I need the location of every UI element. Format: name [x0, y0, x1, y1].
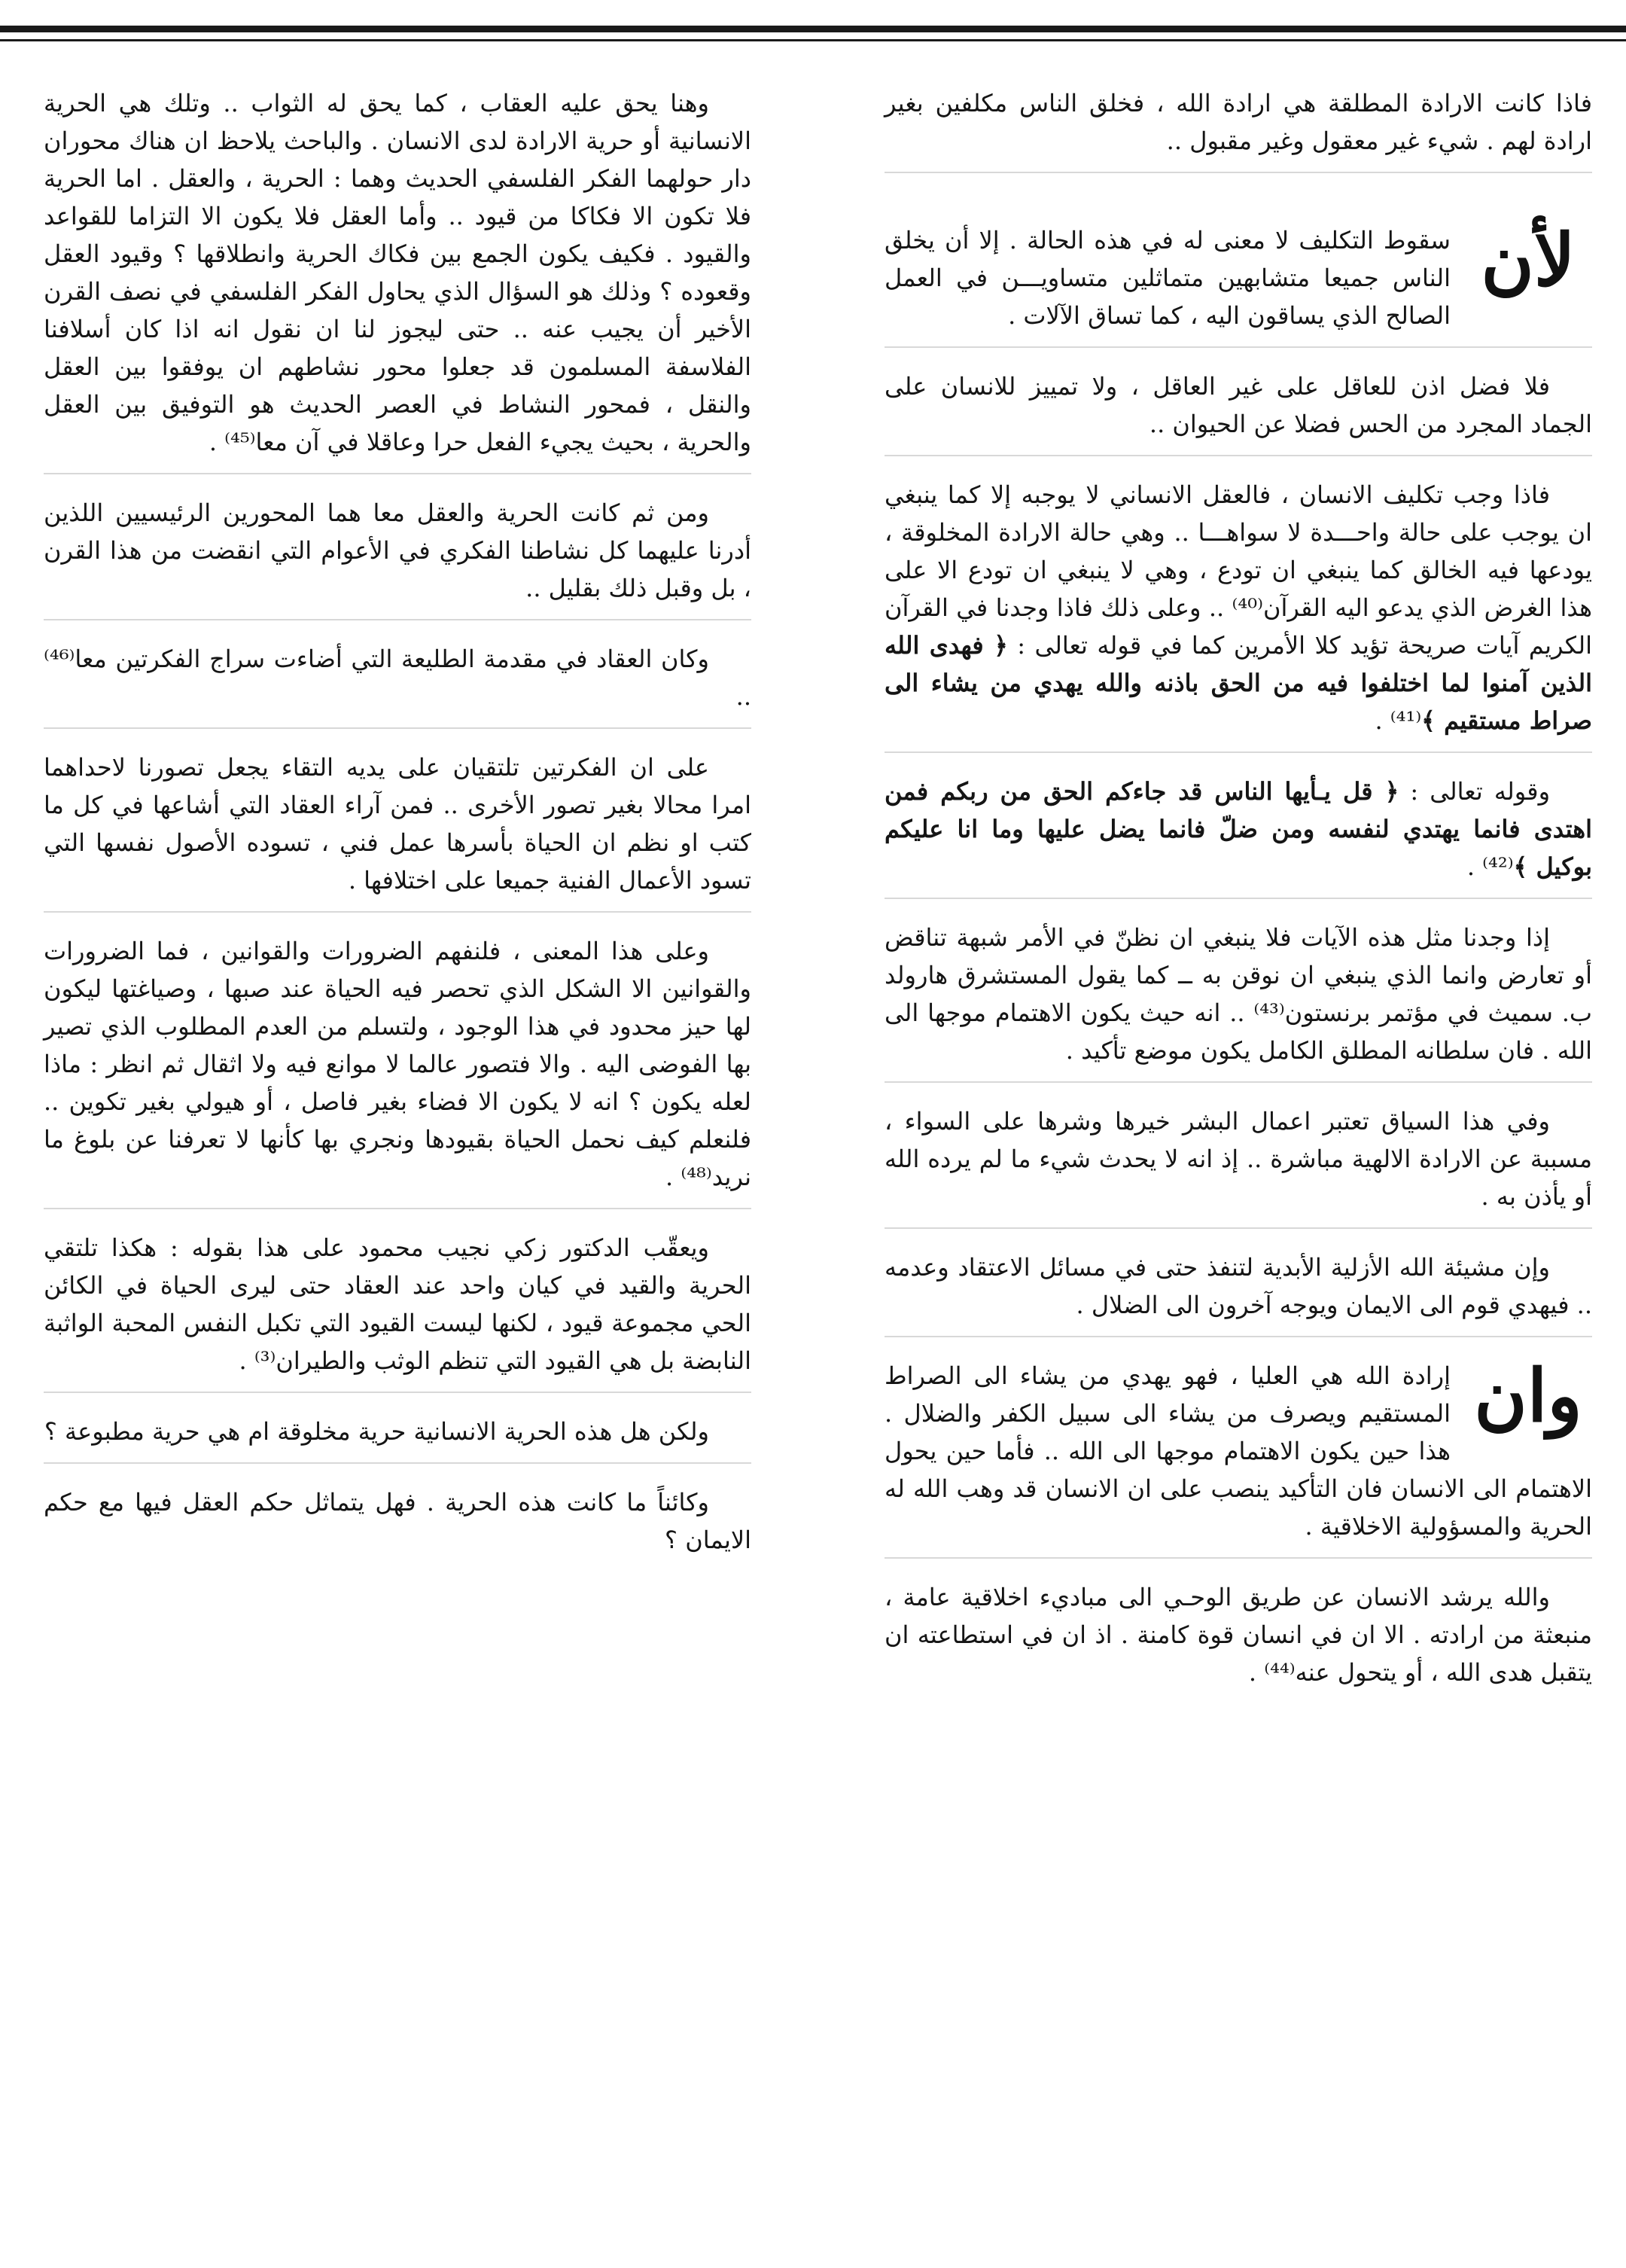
paragraph-text: إرادة الله هي العليا ، فهو يهدي من يشاء الى الصراط المستقيم ويصرف من يشاء الى سبيل الكفر والضلال . هذا حين يكون الاهتمام موجها الى الله .. فأما حين يحول الاهتمام الى الانسان فان التأكيد ينصب على ان الانسان قد وهب الله له الحرية والمسؤولية الاخلاقية . [885, 1361, 1592, 1541]
paragraph [44, 932, 751, 1209]
paragraph [44, 84, 751, 474]
drop-cap-word: لأن [1481, 218, 1576, 303]
drop-cap-word: وان [1474, 1353, 1582, 1438]
paragraph-text: والله يرشد الانسان عن طريق الوحـي الى مباديء اخلاقية عامة ، منبعثة من ارادته . الا ان في انسان قوة كامنة . اذ ان في استطاعته ان يتقبل هدى الله ، أو يتحول عنه⁽⁴⁴⁾ . [885, 1583, 1593, 1687]
paragraph-text: وعلى هذا المعنى ، فلنفهم الضرورات والقوانين ، فما الضرورات والقوانين الا الشكل الذي تحصر فيه الحياة عند صبها ، وصياغتها ليكون لها حيز محدود في هذا الوجود ، ولتسلم من العدم المطلوب الذي تصير بها الفوضى اليه . والا فتصور عالما لا موانع فيه ولا اثقال ثم انظر : ماذا لعله يكون ؟ انه لا يكون الا فضاء بغير فاصل ، أو هيولي بغير تكوين .. فلنعلم كيف نحمل الحياة بقيودها ونجري بها كأنها لا تعرفنا عن بلوغ ما نريد⁽⁴⁸⁾ . [44, 937, 752, 1191]
top-rule-thick [0, 26, 1626, 32]
paragraph-text: وكان العقاد في مقدمة الطليعة التي أضاءت سراج الفكرتين معا⁽⁴⁶⁾ .. [44, 645, 751, 711]
paragraph [44, 1229, 751, 1393]
paragraph [885, 1578, 1592, 1703]
paragraph [885, 1248, 1592, 1337]
paragraph-text: ويعقّب الدكتور زكي نجيب محمود على هذا بقوله : هكذا تلتقي الحرية والقيد في كيان واحد عند العقاد حتى ليرى الحياة في الكائن الحي مجموعة قيود ، لكنها ليست القيود التي تكبل النفس المحبة الواثبة النابضة بل هي القيود التي تنظم الوثب والطيران⁽³⁾ . [44, 1233, 751, 1375]
paragraph-text: ومن ثم كانت الحرية والعقل معا هما المحورين الرئيسيين اللذين أدرنا عليهما كل نشاطنا الفكري في الأعوام التي انقضت من هذا القرن ، بل وقبل ذلك بقليل .. [44, 498, 752, 602]
paragraph-text: فلا فضل اذن للعاقل على غير العاقل ، ولا تمييز للانسان على الجماد المجرد من الحس فضلا عن الحيوان .. [885, 372, 1592, 438]
footnote-ref: ⁽⁴¹⁾ . [1375, 706, 1422, 735]
paragraph [44, 640, 751, 729]
paragraph-text: وقوله تعالى : [1410, 777, 1551, 806]
paragraph-text: وهنا يحق عليه العقاب ، كما يحق له الثواب .. وتلك هي الحرية الانسانية أو حرية الارادة لدى الانسان . والباحث يلاحظ ان هناك محوران دار حولهما الفكر الفلسفي الحديث وهما : الحرية ، والعقل . اما الحرية فلا تكون الا فكاكا من قيود .. وأما العقل فلا يكون الا التزاما للقواعد والقيود . فكيف يكون الجمع بين فكاك الحرية وانطلاقها ؟ وقيود العقل وقعوده ؟ وذلك هو السؤال الذي يحاول الفكر الفلسفي في نصف القرن الأخير أن يجيب عنه .. حتى ليجوز لنا ان نقول انه اذا كان أسلافنا الفلاسفة المسلمون قد جعلوا محور نشاطهم ان يوفقوا بين العقل والنقل ، فمحور النشاط في العصر الحديث هو التوفيق بين العقل والحرية ، بحيث يجيء الفعل حرا وعاقلا في آن معا⁽⁴⁵⁾ . [44, 89, 752, 456]
paragraph-text: وفي هذا السياق تعتبر اعمال البشر خيرها وشرها على السواء ، مسببة عن الارادة الالهية مباشرة .. إذ انه لا يحدث شيء ما لم يرده الله أو يأذن به . [885, 1107, 1592, 1211]
paragraph [885, 1102, 1592, 1229]
paragraph [885, 367, 1592, 456]
quran-verse: ﴿ قل يـأيها الناس قد جاءكم الحق من ربكم فمن اهتدى فانما يهتدي لنفسه ومن ضلّ فانما يضل عليها وما انا عليكم بوكيل ﴾ [885, 777, 1592, 881]
right-column [885, 84, 1592, 1723]
footnote-ref: ⁽⁴²⁾ . [1466, 852, 1514, 881]
paragraph [44, 748, 751, 913]
paragraph [44, 1483, 751, 1571]
paragraph-text: فاذا وجب تكليف الانسان ، فالعقل الانساني لا يوجبه إلا كما ينبغي ان يوجب على حالة واحـــدة لا سواهـــا .. وهي حالة الارادة المخلوقة ، يودعها فيه الخالق كما ينبغي ان تودع ، وهي لا ينبغي ان تودع الا على هذا الغرض الذي يدعو اليه القرآن⁽⁴⁰⁾ .. وعلى ذلك فاذا وجدنا في القرآن الكريم آيات صريحة تؤيد كلا الأمرين كما في قوله تعالى : [885, 480, 1593, 660]
paragraph [44, 494, 751, 620]
paragraph [885, 218, 1592, 348]
paragraph [44, 1413, 751, 1464]
paragraph-text: ولكن هل هذه الحرية الانسانية حرية مخلوقة ام هي حرية مطبوعة ؟ [44, 1417, 709, 1446]
paragraph [885, 773, 1592, 899]
paragraph-text: على ان الفكرتين تلتقيان على يديه التقاء يجعل تصورنا لاحداهما امرا محالا بغير تصور الأخرى .. فمن آراء العقاد التي أشاعها في كل ما كتب او نظم ان الحياة بأسرها عمل فني ، تسوده الأصول نفسها التي تسود الأعمال الفنية جميعا على اختلافها . [44, 753, 751, 895]
paragraph-text: فاذا كانت الارادة المطلقة هي ارادة الله ، فخلق الناس مكلفين بغير ارادة لهم . شيء غير معقول وغير مقبول .. [885, 89, 1593, 155]
paragraph [885, 476, 1592, 753]
paragraph [885, 919, 1592, 1083]
paragraph [885, 1353, 1592, 1559]
paragraph-text: سقوط التكليف لا معنى له في هذه الحالة . إلا أن يخلق الناس جميعا متشابهين متماثلين متساويـــن في العمل الصالح الذي يساقون اليه ، كما تساق الآلات . [885, 226, 1451, 330]
left-column [44, 84, 751, 1590]
top-rule-thin [0, 39, 1626, 41]
paragraph [885, 84, 1592, 173]
quran-verse: ﴿ فهدى الله الذين آمنوا لما اختلفوا فيه من الحق باذنه والله يهدي من يشاء الى صراط مستقيم ﴾ [885, 631, 1592, 735]
paragraph-text: إذا وجدنا مثل هذه الآيات فلا ينبغي ان نظنّ في الأمر شبهة تناقض أو تعارض وانما الذي ينبغي ان نوقن به ــ كما يقول المستشرق هارولد ب. سميث في مؤتمر برنستون⁽⁴³⁾ .. انه حيث يكون الاهتمام موجها الى الله . فان سلطانه المطلق الكامل يكون موضع تأكيد . [885, 923, 1592, 1065]
paragraph-text: وكائناً ما كانت هذه الحرية . فهل يتماثل حكم العقل فيها مع حكم الايمان ؟ [44, 1488, 751, 1554]
paragraph-text: وإن مشيئة الله الأزلية الأبدية لتنفذ حتى في مسائل الاعتقاد وعدمه .. فيهدي قوم الى الايمان ويوجه آخرون الى الضلال . [885, 1253, 1592, 1319]
